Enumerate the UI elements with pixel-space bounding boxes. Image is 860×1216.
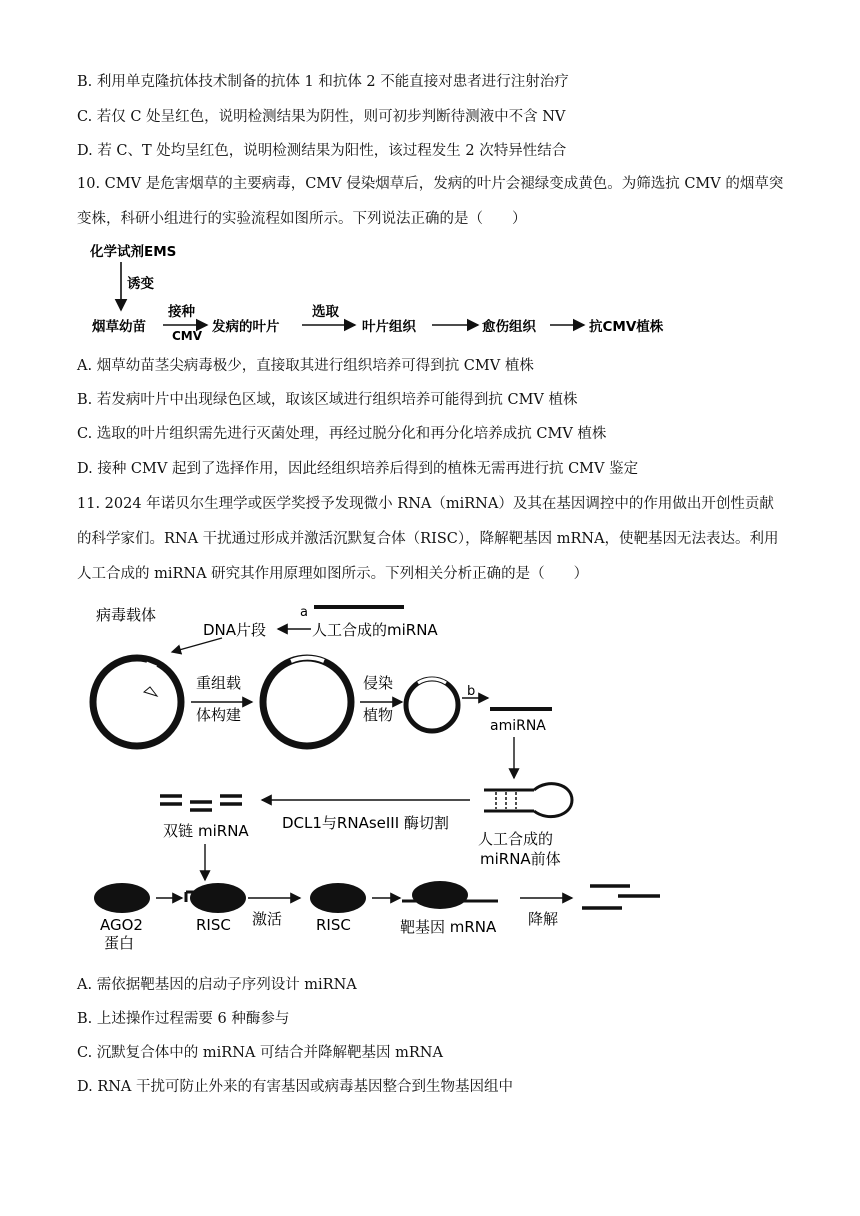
infect-label-1: 侵染 (363, 674, 394, 692)
flow-callus: 愈伤组织 (482, 319, 536, 335)
risc-label-1: RISC (196, 916, 231, 934)
ago2-label-2: 蛋白 (104, 934, 135, 952)
flow-select-label: 选取 (312, 304, 339, 320)
q10-option-a: A. 烟草幼苗茎尖病毒极少，直接取其进行组织培养可得到抗 CMV 植株 (77, 358, 534, 374)
mirna-precursor-icon (484, 784, 572, 817)
artificial-mirna-label: 人工合成的miRNA (312, 621, 438, 639)
flow-diseased-leaf: 发病的叶片 (212, 319, 280, 335)
ago2-label-1: AGO2 (100, 916, 143, 934)
recombine-label-1: 重组载 (196, 674, 242, 692)
label-a: a (300, 605, 308, 620)
ds-mirna-label-2: miRNA (198, 822, 249, 840)
virus-vector-label: 病毒载体 (96, 606, 157, 624)
flow-seedling-label: 烟草幼苗 (92, 319, 146, 335)
flow-leaf-tissue: 叶片组织 (362, 319, 416, 335)
q11-option-c: C. 沉默复合体中的 miRNA 可结合并降解靶基因 mRNA (77, 1045, 443, 1061)
target-mrna-label: 靶基因 mRNA (400, 918, 497, 936)
dcl1-label: DCL1与RNAseIII 酶切割 (282, 814, 449, 832)
q9-option-b: B. 利用单克隆抗体技术制备的抗体 1 和抗体 2 不能直接对患者进行注射治疗 (77, 74, 569, 90)
precursor-label-1: 人工合成的 (478, 830, 554, 848)
flow-inoculate-bottom: CMV (172, 329, 203, 343)
q10-flow-diagram (0, 234, 860, 344)
flow-induce-label: 诱变 (127, 276, 154, 292)
q10-option-d: D. 接种 CMV 起到了选择作用，因此经组织培养后得到的植株无需再进行抗 CMV 鉴定 (77, 461, 639, 477)
flow-reagent-label: 化学试剂EMS (90, 244, 177, 260)
degrade-label: 降解 (528, 910, 559, 928)
precursor-label-2: miRNA前体 (480, 850, 561, 868)
risc-icon (190, 883, 246, 913)
flow-inoculate-top: 接种 (168, 304, 195, 320)
q10-stem: 10. CMV 是危害烟草的主要病毒，CMV 侵染烟草后，发病的叶片会褪绿变成黄色。为筛选抗 CMV 的烟草突变株，科研小组进行的实验流程如图所示。下列说法正确的是（ ） (77, 176, 784, 227)
q11-option-b: B. 上述操作过程需要 6 种酶参与 (77, 1011, 290, 1027)
amirna-label: amiRNA (490, 718, 546, 734)
dna-fragment-label: DNA片段 (203, 621, 267, 639)
ago2-protein-icon (94, 883, 150, 913)
recombine-label-2: 体构建 (196, 706, 242, 724)
degraded-fragments-icon (582, 886, 660, 908)
q10-option-b: B. 若发病叶片中出现绿色区域，取该区域进行组织培养可能得到抗 CMV 植株 (77, 392, 578, 408)
label-b: b (467, 684, 476, 699)
q11-option-d: D. RNA 干扰可防止外来的有害基因或病毒基因整合到生物基因组中 (77, 1079, 514, 1095)
q10-option-c: C. 选取的叶片组织需先进行灭菌处理，再经过脱分化和再分化培养成抗 CMV 植株 (77, 426, 607, 442)
ds-mirna-label-1: 双链 (163, 822, 194, 840)
activate-label: 激活 (252, 910, 283, 928)
q9-option-c: C. 若仅 C 处呈红色，说明检测结果为阴性，则可初步判断待测液中不含 NV (77, 109, 566, 125)
q11-mirna-diagram (0, 592, 860, 962)
infect-label-2: 植物 (363, 706, 394, 724)
risc-label-2: RISC (316, 916, 351, 934)
double-strand-mirna-icon (160, 796, 242, 810)
activated-risc-icon (310, 883, 366, 913)
flow-resistant-plant: 抗CMV植株 (589, 319, 664, 335)
q9-option-d: D. 若 C、T 处均呈红色，说明检测结果为阳性，该过程发生 2 次特异性结合 (77, 143, 567, 159)
q11-option-a: A. 需依据靶基因的启动子序列设计 miRNA (77, 977, 357, 993)
bound-risc-icon (412, 881, 468, 909)
q11-stem: 11. 2024 年诺贝尔生理学或医学奖授予发现微小 RNA（miRNA）及其在基因调控中的作用做出开创性贡献的科学家们。RNA 干扰通过形成并激活沉默复合体（RISC），降解靶基因 mRNA，使靶基因无法表达。利用人工合成的 miRNA 研究其作用原理如图所示。下列相关分析正确的是（ ） (77, 496, 779, 582)
